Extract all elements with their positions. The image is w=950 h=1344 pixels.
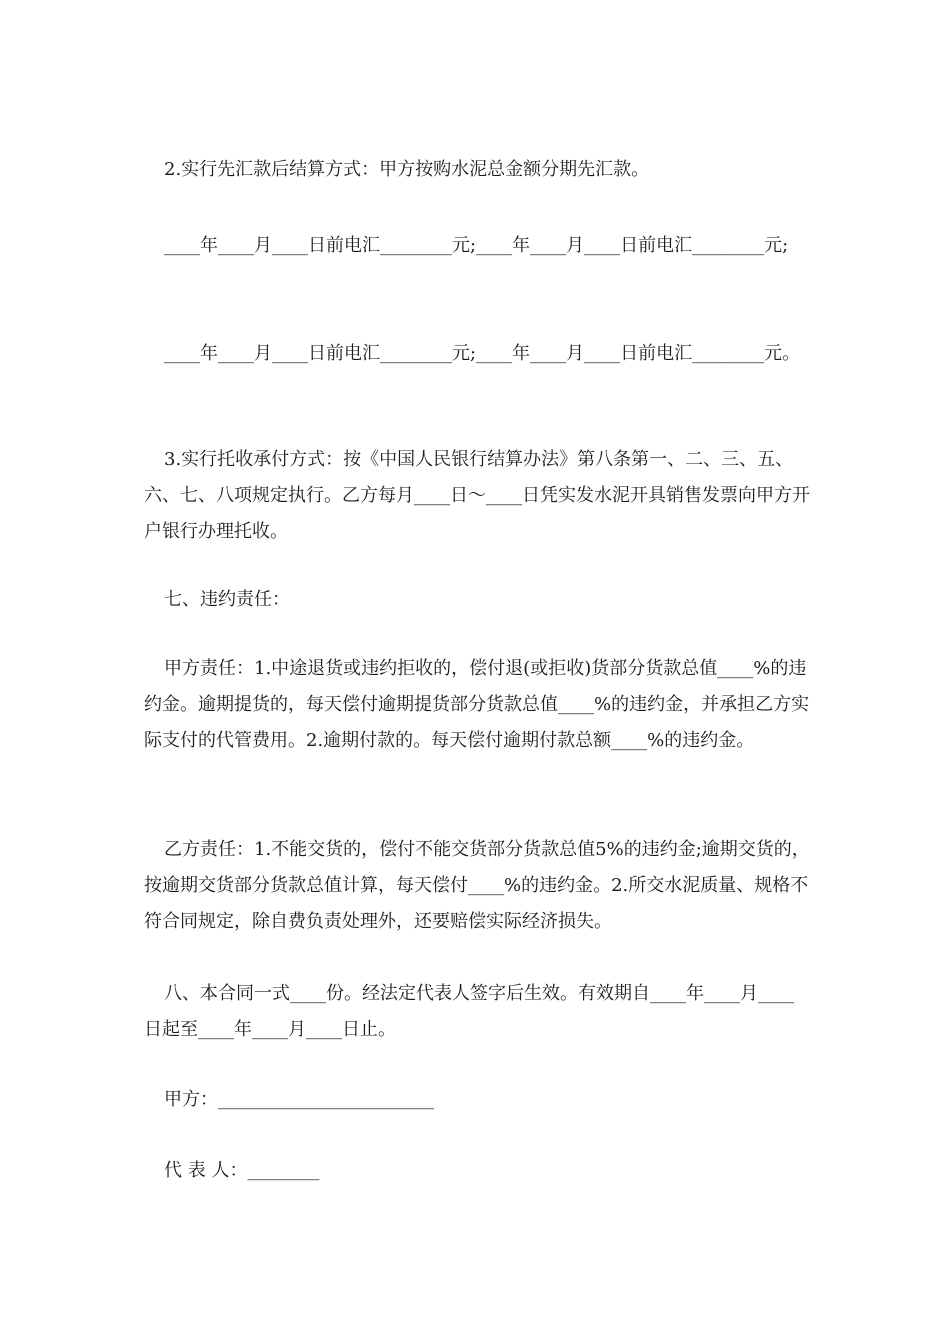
party-a-signature-line: 甲方：________________________ [164, 1089, 434, 1110]
party-a-liability: 甲方责任：1.中途退货或违约拒收的，偿付退(或拒收)货部分货款总值____%的违约金。逾期提货的，每天偿付逾期提货部分货款总值____%的违约金，并承担乙方实际支付的代管费用。2.逾期付款的。每天偿付逾期付款总额____%的违约金。 [144, 658, 810, 751]
party-b-liability: 乙方责任：1.不能交货的，偿付不能交货部分货款总值5%的违约金;逾期交货的，按逾期交货部分货款总值计算，每天偿付____%的违约金。2.所交水泥质量、规格不符合同规定，除自费负责处理外，还要赔偿实际经济损失。 [144, 839, 810, 932]
remittance-schedule-1: ____年____月____日前电汇________元;____年____月____日前电汇________元; [164, 235, 789, 256]
remittance-schedule-2: ____年____月____日前电汇________元;____年____月____日前电汇________元。 [164, 343, 801, 364]
clause-collection: 3.实行托收承付方式：按《中国人民银行结算办法》第八条第一、二、三、五、六、七、八项规定执行。乙方每月____日～____日凭实发水泥开具销售发票向甲方开户银行办理托收。 [144, 449, 810, 542]
clause-prepayment: 2.实行先汇款后结算方式：甲方按购水泥总金额分期先汇款。 [164, 159, 650, 180]
representative-signature-line: 代 表 人：________ [164, 1160, 320, 1181]
section-heading-liability: 七、违约责任： [164, 589, 290, 610]
clause-validity: 八、本合同一式____份。经法定代表人签字后生效。有效期自____年____月____日起至____年____月____日止。 [144, 983, 794, 1040]
